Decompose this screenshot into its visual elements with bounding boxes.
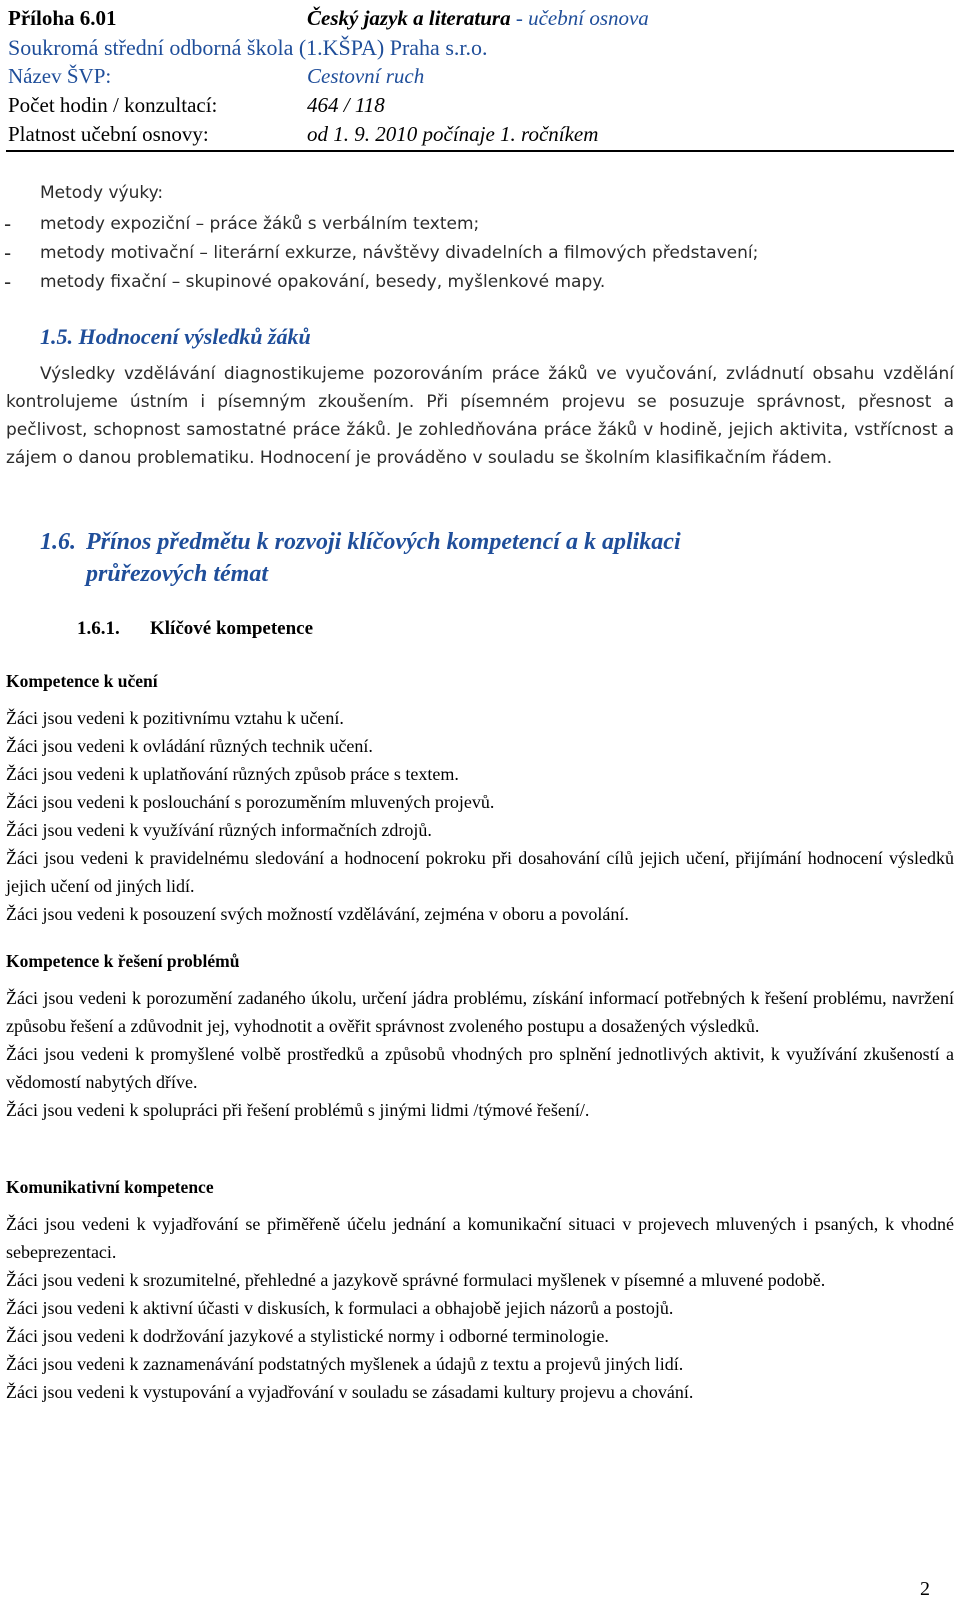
subject-suffix: - učební osnova [510,6,649,30]
list-item: Žáci jsou vedeni k pravidelnému sledování a hodnocení pokroku při dosahování cílů jejich učení, přijímání hodnocení výsledků jejich učení od jiných lidí. [6,848,954,896]
header-row-hours [8,93,960,122]
list-item: Žáci jsou vedeni k posouzení svých možností vzdělávání, zejména v oboru a povolání. [6,904,629,924]
list-item: - metody fixační – skupinové opakování, besedy, myšlenkové mapy. [0,268,960,297]
validity-value: od 1. 9. 2010 počínaje 1. ročníkem [307,122,599,146]
section-title: Přínos předmětu k rozvoji klíčových kompetencí a k aplikaci [86,529,681,555]
section-number: 1.5. [40,324,73,349]
list-item: Žáci jsou vedeni k promyšlené volbě prostředků a způsobů vhodných pro splnění jednotlivých aktivit, k využívání zkušeností a vědomostí nabytých dříve. [6,1044,954,1092]
header-row-annex [8,6,960,35]
subject-title [307,6,649,31]
list-item: Žáci jsou vedeni k porozumění zadaného úkolu, určení jádra problému, získání informací potřebných k řešení problému, navržení způsobu řešení a zdůvodnit jej, vyhodnotit a ověřit správnost zvoleného postupu a dosažených výsledků. [6,988,954,1036]
subject-name: Český jazyk a literatura [307,6,511,30]
list-item: Žáci jsou vedeni k ovládání různých technik učení. [6,736,373,756]
competence-title: Kompetence k učení [6,671,158,691]
list-item: Žáci jsou vedeni k využívání různých informačních zdrojů. [6,820,432,840]
list-item: Žáci jsou vedeni k aktivní účasti v diskusích, k formulaci a obhajobě jejich názorů a postojů. [6,1298,674,1318]
methods-list [0,210,960,297]
list-item: - metody expoziční – práce žáků s verbálním textem; [0,210,960,239]
section-number: 1.6.1. [77,618,120,639]
hours-value: 464 / 118 [307,93,385,117]
methods-title: Metody výuky: [40,183,164,203]
competence-title: Kompetence k řešení problémů [6,951,240,971]
school-name: Soukromá střední odborná škola (1.KŠPA) Praha s.r.o. [8,35,488,60]
list-item: Žáci jsou vedeni k zaznamenávání podstatných myšlenek a údajů z textu a projevů jiných lidí. [6,1354,684,1374]
list-item: Žáci jsou vedeni k poslouchání s porozuměním mluvených projevů. [6,792,495,812]
evaluation-text-rest: Při písemném projevu se posuzuje správnost, přesnost a pečlivost, schopnost samostatné práce žáků. Je zohledňována práce žáků v hodině, jejich aktivita, vstřícnost a zájem o danou problematiku. Hodnocení je prováděno v souladu se školním klasifikačním řádem. [6,392,954,468]
list-item: Žáci jsou vedeni k dodržování jazykové a stylistické normy i odborné terminologie. [6,1326,609,1346]
section-1-5-heading [40,324,311,350]
header-divider [6,150,954,152]
evaluation-text-sans: Výsledky vzdělávání diagnostikujeme pozorováním práce žáků ve vyučování, zvládnutí obsahu vzdělání kontrolujeme ústním i písemným zkoušením. [6,364,954,412]
competence-problem-solving [6,950,954,1124]
list-item: Žáci jsou vedeni k pozitivnímu vztahu k učení. [6,708,344,728]
list-item: Žáci jsou vedeni k spolupráci při řešení problémů s jinými lidmi /týmové řešení/. [6,1100,590,1120]
validity-label: Platnost učební osnovy: [8,122,209,146]
document-header [8,6,960,151]
annex-label: Příloha 6.01 [8,6,117,30]
competence-learning [6,670,954,928]
list-item: Žáci jsou vedeni k srozumitelné, přehledné a jazykově správné formulaci myšlenek v písemné a mluvené podobě. [6,1270,826,1290]
competence-communication [6,1176,954,1406]
list-item: - metody motivační – literární exkurze, návštěvy divadelních a filmových představení; [0,239,960,268]
page-number: 2 [920,1578,930,1600]
section-1-6-1-heading [77,618,313,640]
svp-value: Cestovní ruch [307,64,425,88]
section-title: Hodnocení výsledků žáků [78,324,311,349]
section-1-6-heading [40,526,920,590]
section-title: Klíčové kompetence [150,618,314,639]
header-row-svp [8,64,960,93]
list-item: Žáci jsou vedeni k uplatňování různých způsob práce s textem. [6,764,459,784]
hours-label: Počet hodin / konzultací: [8,93,218,117]
list-item: Žáci jsou vedeni k vystupování a vyjadřování v souladu se zásadami kultury projevu a chování. [6,1382,694,1402]
header-row-validity [8,122,960,151]
svp-label: Název ŠVP: [8,64,112,88]
list-item: Žáci jsou vedeni k vyjadřování se přiměřeně účelu jednání a komunikační situaci v projevech mluvených i psaných, k vhodné sebeprezentaci. [6,1214,954,1262]
section-title-continued: průřezových témat [86,561,268,587]
evaluation-paragraph [6,360,954,472]
competence-title: Komunikativní kompetence [6,1177,214,1197]
section-number: 1.6. [40,529,76,555]
